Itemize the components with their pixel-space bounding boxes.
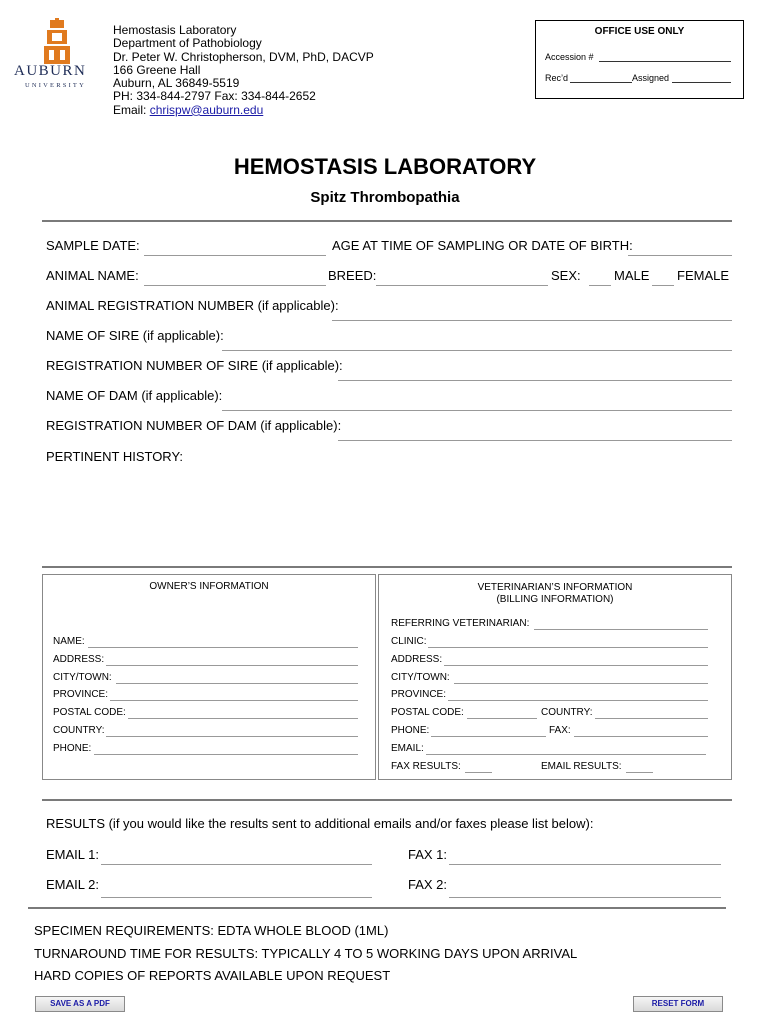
address-line: Department of Pathobiology (113, 36, 262, 51)
email-results-checkbox[interactable] (626, 772, 653, 773)
owner-name-label: NAME: (53, 636, 85, 647)
sire-name-label: NAME OF SIRE (if applicable): (46, 328, 224, 343)
email1-label: EMAIL 1: (46, 847, 99, 862)
owner-country-field[interactable] (106, 736, 358, 737)
logo-wordmark: AUBURN (14, 63, 87, 79)
owner-city-field[interactable] (116, 683, 358, 684)
results-intro: RESULTS (if you would like the results sent to additional emails and/or faxes please list below): (46, 816, 594, 831)
recd-label: Rec’d (545, 73, 569, 83)
accession-field[interactable] (599, 61, 731, 62)
breed-label: BREED: (328, 268, 377, 283)
vet-phone-field[interactable] (431, 736, 546, 737)
email-link[interactable]: chrispw@auburn.edu (149, 102, 264, 117)
vet-country-label: COUNTRY: (541, 707, 593, 718)
fax2-label: FAX 2: (408, 877, 448, 892)
page-subtitle: Spitz Thrombopathia (310, 189, 460, 206)
dam-name-label: NAME OF DAM (if applicable): (46, 388, 223, 403)
owner-address-label: ADDRESS: (53, 654, 105, 665)
hard-copies-note: HARD COPIES OF REPORTS AVAILABLE UPON REQUEST (34, 968, 391, 983)
vet-city-label: CITY/TOWN: (391, 672, 450, 683)
fax-results-checkbox[interactable] (465, 772, 492, 773)
office-use-title: OFFICE USE ONLY (594, 26, 685, 37)
page-title: HEMOSTASIS LABORATORY (233, 154, 537, 179)
divider (42, 566, 732, 568)
vet-postal-label: POSTAL CODE: (391, 707, 464, 718)
male-checkbox[interactable] (589, 285, 611, 286)
owner-province-field[interactable] (110, 700, 358, 701)
fax1-label: FAX 1: (408, 847, 448, 862)
owner-postal-label: POSTAL CODE: (53, 707, 126, 718)
pertinent-history-label: PERTINENT HISTORY: (46, 449, 184, 464)
owner-address-field[interactable] (106, 665, 358, 666)
owner-province-label: PROVINCE: (53, 689, 109, 700)
vet-info-subtitle: (BILLING INFORMATION) (496, 594, 614, 605)
vet-postal-field[interactable] (467, 718, 537, 719)
address-line: Hemostasis Laboratory (113, 23, 237, 37)
sample-date-label: SAMPLE DATE: (46, 238, 140, 253)
vet-info-title: VETERINARIAN’S INFORMATION (477, 582, 633, 593)
vet-email-label: EMAIL: (391, 743, 424, 754)
vet-address-label: ADDRESS: (391, 654, 443, 665)
owner-country-label: COUNTRY: (53, 725, 105, 736)
vet-city-field[interactable] (454, 683, 708, 684)
accession-label: Accession # (545, 52, 594, 62)
breed-field[interactable] (376, 285, 548, 286)
referring-vet-field[interactable] (534, 629, 708, 630)
reset-form-button[interactable]: RESET FORM (633, 996, 723, 1012)
vet-province-field[interactable] (448, 700, 708, 701)
dam-registration-label: REGISTRATION NUMBER OF DAM (if applicable): (46, 418, 342, 433)
female-checkbox[interactable] (652, 285, 674, 286)
recd-field[interactable] (570, 82, 632, 83)
age-field[interactable] (628, 255, 732, 256)
email2-label: EMAIL 2: (46, 877, 99, 892)
turnaround-time: TURNAROUND TIME FOR RESULTS: TYPICALLY 4 TO 5 WORKING DAYS UPON ARRIVAL (34, 946, 578, 961)
vet-address-field[interactable] (444, 665, 708, 666)
vet-email-field[interactable] (426, 754, 706, 755)
vet-province-label: PROVINCE: (391, 689, 447, 700)
divider (42, 799, 732, 801)
logo-university: UNIVERSITY (25, 82, 86, 89)
save-pdf-button[interactable]: SAVE AS A PDF (35, 996, 125, 1012)
clinic-field[interactable] (428, 647, 708, 648)
email-line (113, 104, 374, 117)
clinic-label: CLINIC: (391, 636, 427, 647)
dam-registration-field[interactable] (338, 440, 732, 441)
owner-phone-label: PHONE: (53, 743, 92, 754)
email-label: Email: (113, 102, 150, 117)
fax2-field[interactable] (449, 897, 721, 898)
office-use-box (535, 20, 744, 99)
auburn-tower-icon (38, 18, 76, 66)
referring-vet-label: REFERRING VETERINARIAN: (391, 618, 530, 629)
address-line: PH: 334-844-2797 Fax: 334-844-2652 (113, 89, 316, 104)
email2-field[interactable] (101, 897, 372, 898)
owner-name-field[interactable] (88, 647, 358, 648)
lab-address (113, 24, 374, 117)
registration-number-label: ANIMAL REGISTRATION NUMBER (if applicable): (46, 298, 339, 313)
assigned-label: Assigned (632, 73, 670, 83)
vet-fax-label: FAX: (549, 725, 571, 736)
pertinent-history-field[interactable] (46, 468, 732, 562)
email1-field[interactable] (101, 864, 372, 865)
female-label: FEMALE (677, 268, 730, 283)
owner-info-title: OWNER’S INFORMATION (149, 581, 269, 592)
animal-name-label: ANIMAL NAME: (46, 268, 139, 283)
divider (28, 907, 726, 909)
sire-name-field[interactable] (222, 350, 732, 351)
fax-results-label: FAX RESULTS: (391, 761, 461, 772)
age-label: AGE AT TIME OF SAMPLING OR DATE OF BIRTH: (332, 238, 633, 253)
sire-registration-field[interactable] (338, 380, 732, 381)
address-line: 166 Greene Hall (113, 62, 201, 77)
owner-city-label: CITY/TOWN: (53, 672, 112, 683)
animal-name-field[interactable] (144, 285, 326, 286)
address-line: Auburn, AL 36849-5519 (113, 76, 240, 91)
fax1-field[interactable] (449, 864, 721, 865)
male-label: MALE (614, 268, 650, 283)
owner-phone-field[interactable] (94, 754, 358, 755)
dam-name-field[interactable] (222, 410, 732, 411)
assigned-field[interactable] (672, 82, 731, 83)
address-line: Dr. Peter W. Christopherson, DVM, PhD, DACVP (113, 49, 374, 64)
vet-fax-field[interactable] (574, 736, 708, 737)
owner-postal-field[interactable] (128, 718, 358, 719)
email-results-label: EMAIL RESULTS: (541, 761, 622, 772)
divider (42, 220, 732, 222)
sample-date-field[interactable] (144, 255, 326, 256)
registration-number-field[interactable] (332, 320, 732, 321)
vet-country-field[interactable] (595, 718, 708, 719)
sex-label: SEX: (551, 268, 581, 283)
specimen-requirements: SPECIMEN REQUIREMENTS: EDTA WHOLE BLOOD (1ML) (34, 923, 389, 938)
vet-phone-label: PHONE: (391, 725, 430, 736)
sire-registration-label: REGISTRATION NUMBER OF SIRE (if applicable): (46, 358, 343, 373)
